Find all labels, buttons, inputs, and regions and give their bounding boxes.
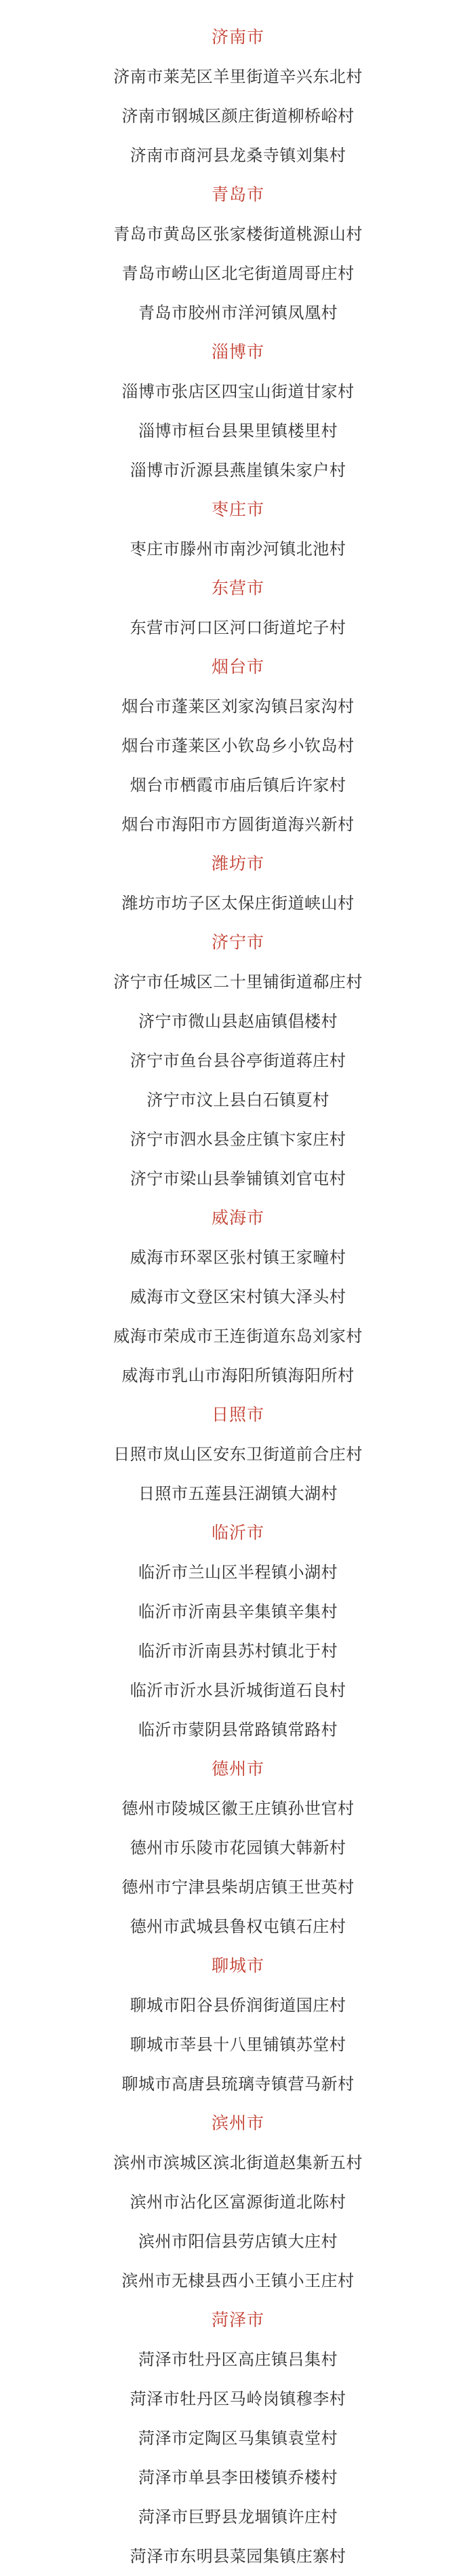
village-item: 济宁市微山县赵庙镇倡楼村 [138,1012,338,1031]
village-item: 烟台市蓬莱区刘家沟镇吕家沟村 [121,697,355,716]
village-item: 淄博市桓台县果里镇楼里村 [138,421,338,440]
city-header: 济宁市 [211,932,264,952]
village-item: 临沂市兰山区半程镇小湖村 [138,1563,338,1582]
village-item: 枣庄市滕州市南沙河镇北池村 [130,539,346,558]
village-item: 济宁市泗水县金庄镇卞家庄村 [130,1130,346,1149]
village-item: 聊城市莘县十八里铺镇苏堂村 [130,2035,346,2054]
village-item: 烟台市蓬莱区小钦岛乡小钦岛村 [121,736,355,755]
village-item: 淄博市张店区四宝山街道甘家村 [121,382,355,401]
village-item: 济南市钢城区颜庄街道柳桥峪村 [121,107,355,126]
village-item: 青岛市崂山区北宅街道周哥庄村 [121,264,355,283]
village-item: 菏泽市单县李田楼镇乔楼村 [138,2468,338,2487]
village-item: 德州市武城县鲁权屯镇石庄村 [130,1917,346,1936]
village-item: 东营市河口区河口街道坨子村 [130,618,346,637]
village-item: 淄博市沂源县燕崖镇朱家户村 [130,461,346,480]
village-item: 威海市荣成市王连街道东岛刘家村 [113,1327,363,1346]
village-item: 烟台市海阳市方圆街道海兴新村 [121,815,355,834]
village-item: 临沂市沂水县沂城街道石良村 [130,1681,346,1700]
village-item: 济宁市梁山县拳铺镇刘官屯村 [130,1169,346,1188]
city-header: 威海市 [211,1208,264,1228]
village-item: 威海市文登区宋村镇大泽头村 [130,1287,346,1306]
village-item: 菏泽市牡丹区高庄镇吕集村 [138,2350,338,2369]
city-header: 青岛市 [211,185,264,204]
village-item: 菏泽市巨野县龙堌镇许庄村 [138,2507,338,2526]
city-header: 德州市 [211,1759,264,1779]
village-item: 菏泽市东明县菜园集镇庄寨村 [130,2547,346,2566]
village-item: 滨州市滨城区滨北街道赵集新五村 [113,2153,363,2172]
village-item: 临沂市沂南县辛集镇辛集村 [138,1602,338,1621]
city-header: 滨州市 [211,2113,264,2133]
village-item: 滨州市沾化区富源街道北陈村 [130,2193,346,2212]
village-item: 烟台市栖霞市庙后镇后许家村 [130,776,346,795]
village-item: 青岛市胶州市洋河镇凤凰村 [138,303,338,322]
village-item: 青岛市黄岛区张家楼街道桃源山村 [113,225,363,244]
village-item: 滨州市无棣县西小王镇小王庄村 [121,2271,355,2290]
city-header: 东营市 [211,578,264,598]
village-item: 济宁市汶上县白石镇夏村 [146,1091,330,1110]
city-header: 临沂市 [211,1523,264,1542]
village-item: 菏泽市牡丹区马岭岗镇穆李村 [130,2389,346,2408]
village-item: 济宁市任城区二十里铺街道郗庄村 [113,972,363,991]
village-item: 临沂市蒙阴县常路镇常路村 [138,1720,338,1739]
village-item: 聊城市阳谷县侨润街道国庄村 [130,1996,346,2015]
village-item: 威海市环翠区张村镇王家疃村 [130,1248,346,1267]
village-item: 济宁市鱼台县谷亭街道蒋庄村 [130,1051,346,1070]
village-item: 德州市乐陵市花园镇大韩新村 [130,1838,346,1857]
city-header: 淄博市 [211,342,264,362]
city-header: 烟台市 [211,657,264,677]
village-item: 日照市岚山区安东卫街道前合庄村 [113,1445,363,1464]
village-item: 德州市宁津县柴胡店镇王世英村 [121,1878,355,1897]
city-header: 潍坊市 [211,854,264,873]
village-item: 日照市五莲县汪湖镇大湖村 [138,1484,338,1503]
village-item: 滨州市阳信县劳店镇大庄村 [138,2232,338,2251]
village-item: 威海市乳山市海阳所镇海阳所村 [121,1366,355,1385]
city-header: 日照市 [211,1405,264,1424]
village-item: 潍坊市坊子区太保庄街道峡山村 [121,894,355,913]
village-item: 聊城市高唐县琉璃寺镇营马新村 [121,2075,355,2094]
city-header: 济南市 [211,27,264,47]
village-item: 临沂市沂南县苏村镇北于村 [138,1642,338,1661]
city-header: 聊城市 [211,1956,264,1975]
village-item: 德州市陵城区徽王庄镇孙世官村 [121,1799,355,1818]
city-header: 枣庄市 [211,499,264,519]
village-item: 济南市莱芜区羊里街道辛兴东北村 [113,67,363,86]
city-header: 菏泽市 [211,2310,264,2330]
village-item: 济南市商河县龙桑寺镇刘集村 [130,146,346,165]
village-item: 菏泽市定陶区马集镇袁堂村 [138,2429,338,2448]
